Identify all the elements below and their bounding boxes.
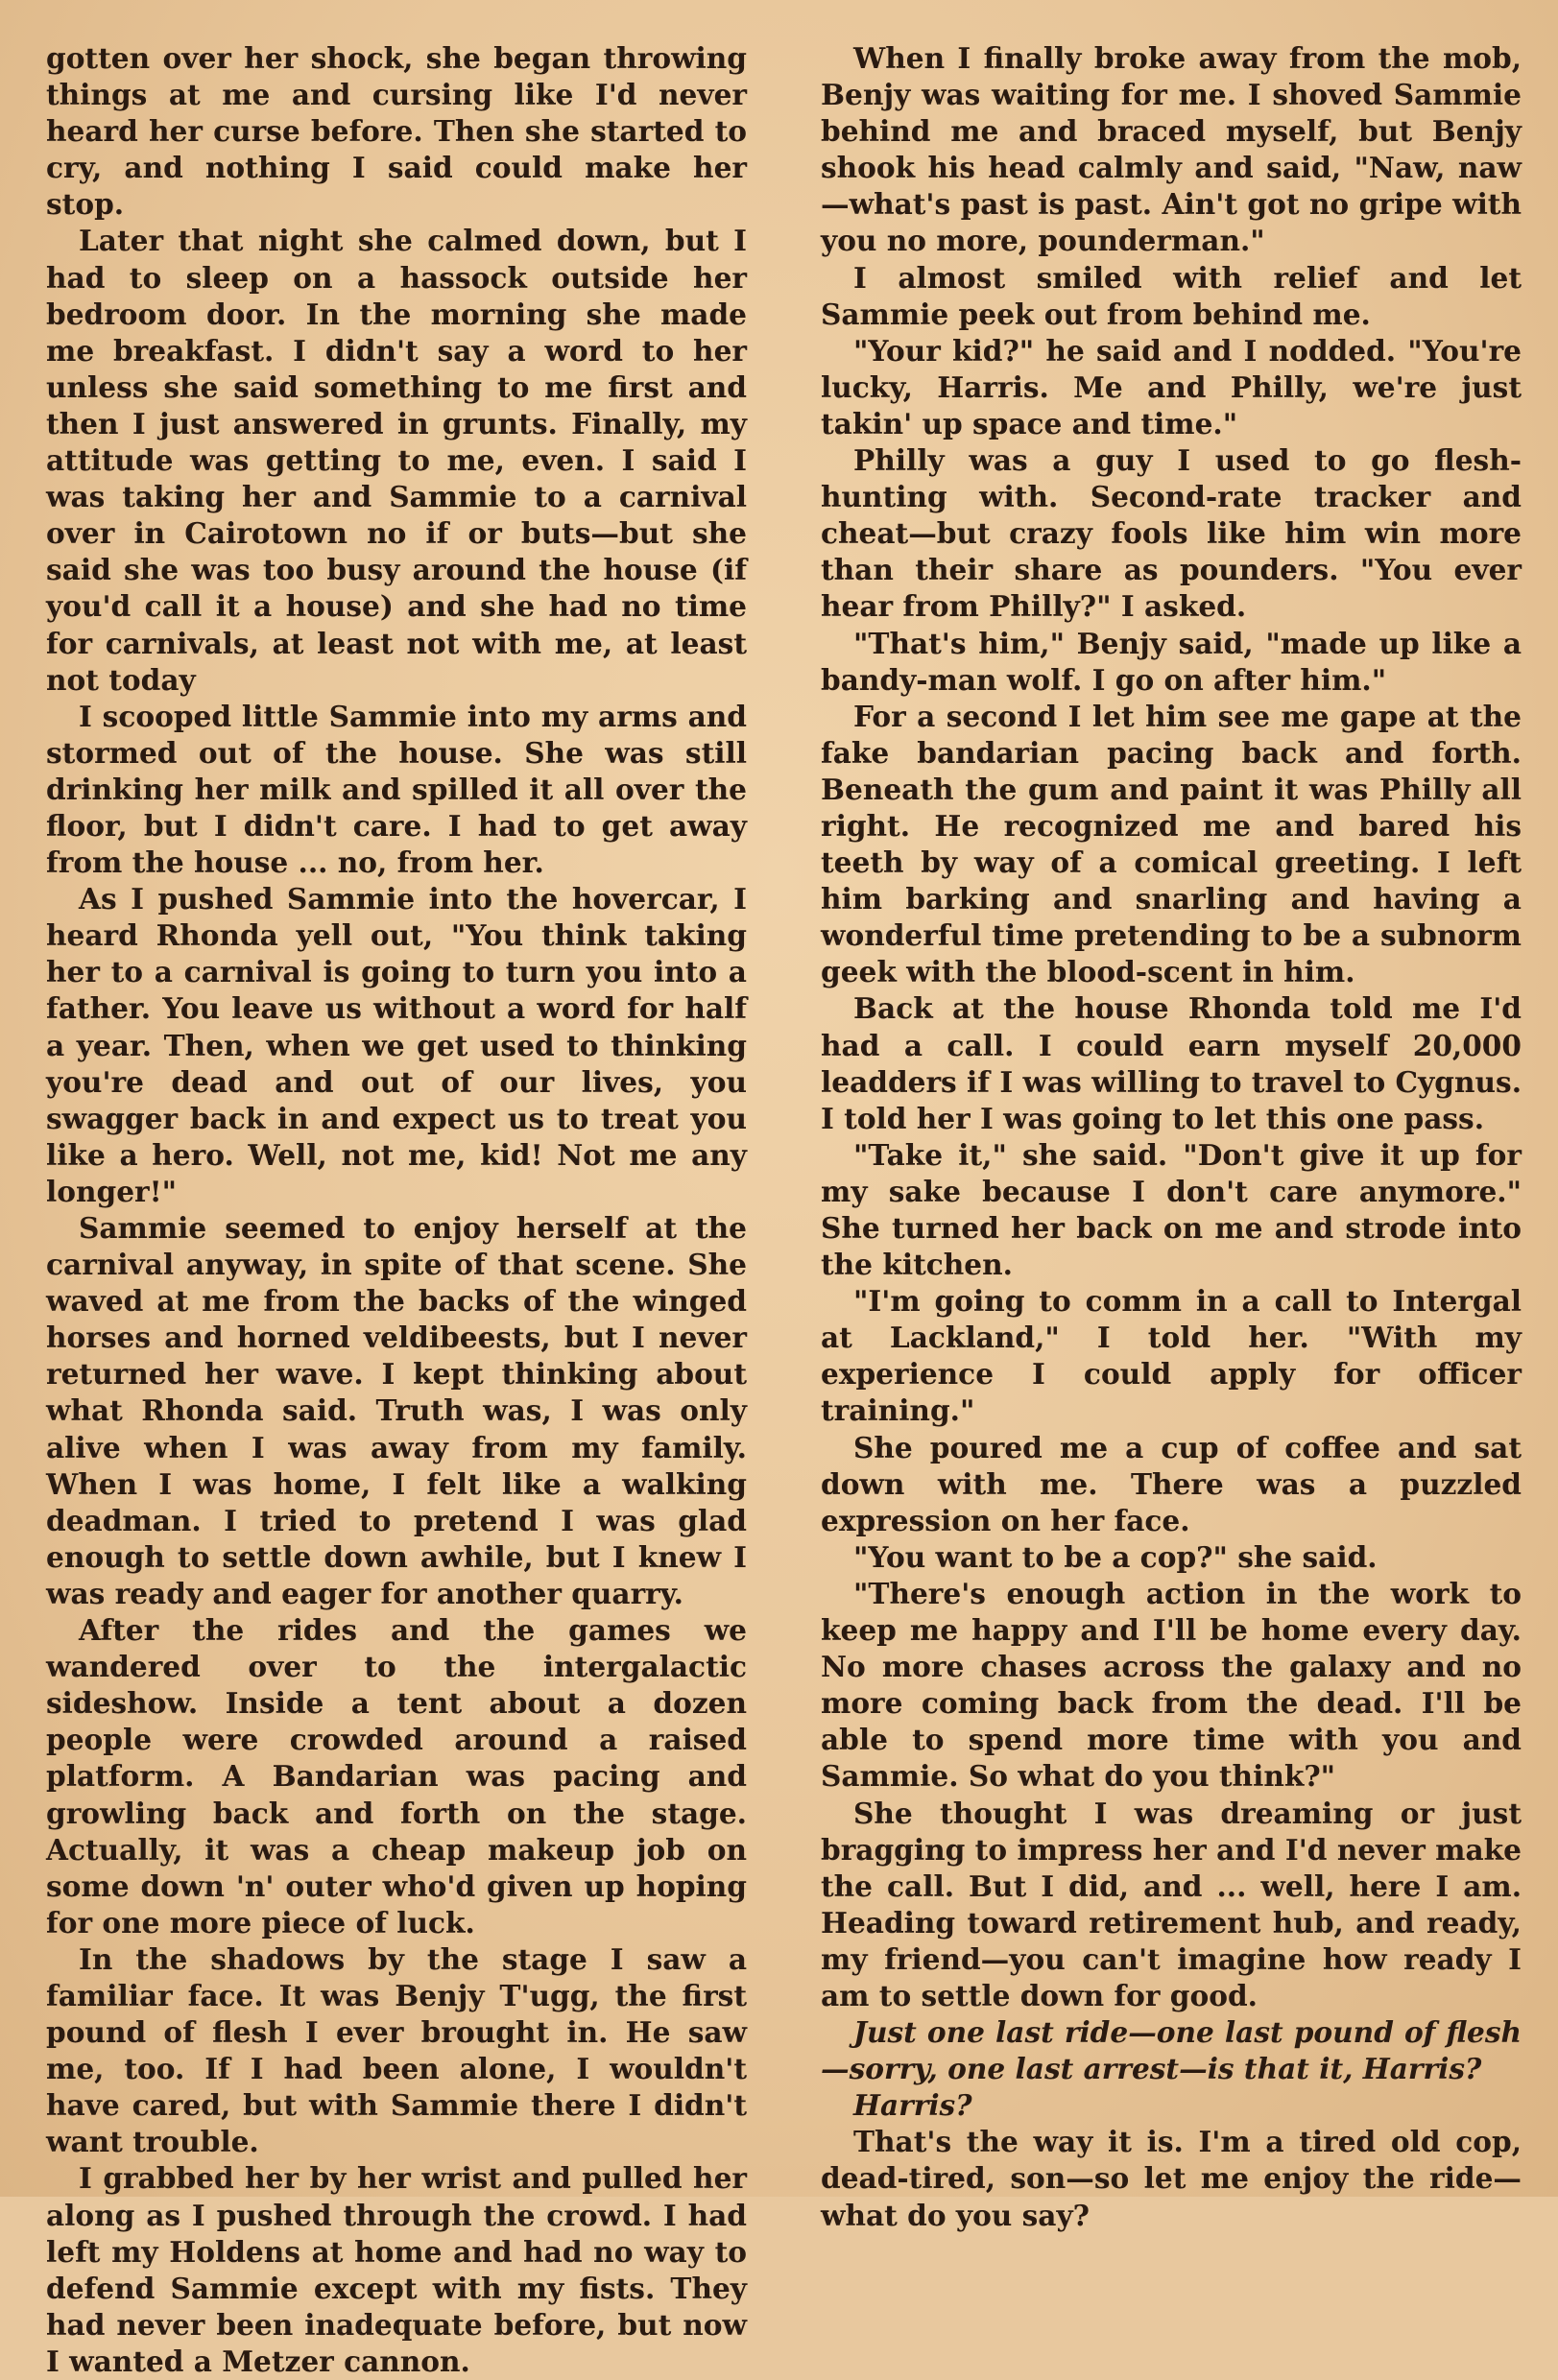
paragraph: I grabbed her by her wrist and pulled her along as I pushed through the crowd. I had left my Holdens at home and had no way to defend Sammie except with my fists. They had never been inadequate before, but now I wanted a Metzer cannon. [46,2161,747,2378]
paragraph: "Take it," she said. "Don't give it up for my sake because I don't care anymore." She turned her back on me and strode into the kitchen. [821,1137,1522,1282]
right-text-column [821,40,1522,2234]
paragraph: Back at the house Rhonda told me I'd had a call. I could earn myself 20,000 leadders if I was willing to travel to Cygnus. I told her I was going to let this one pass. [821,991,1522,1135]
paragraph: As I pushed Sammie into the hovercar, I heard Rhonda yell out, "You think taking her to a carnival is going to turn you into a father. You leave us without a word for half a year. Then, when we get used to thinking you're dead and out of our lives, you swagger back in and expect us to treat you like a hero. Well, not me, kid! Not me any longer!" [46,882,747,1208]
paragraph: She poured me a cup of coffee and sat down with me. There was a puzzled expression on her face. [821,1430,1522,1537]
paragraph: In the shadows by the stage I saw a familiar face. It was Benjy T'ugg, the first pound of flesh I ever brought in. He saw me, too. If I had been alone, I wouldn't have cared, but with Sammie there I didn't want trouble. [46,1941,747,2159]
paragraph: For a second I let him see me gape at the fake bandarian pacing back and forth. Beneath the gum and paint it was Philly all right. He recognized me and bared his teeth by way of a comical greeting. I left him barking and snarling and having a wonderful time pretending to be a subnorm geek with the blood-scent in him. [821,699,1522,989]
paragraph: I scooped little Sammie into my arms and stormed out of the house. She was still drinking her milk and spilled it all over the floor, but I didn't care. I had to get away from the house ... no, from her. [46,699,747,880]
paragraph: When I finally broke away from the mob, Benjy was waiting for me. I shoved Sammie behind me and braced myself, but Benjy shook his head calmly and said, "Naw, naw—what's past is past. Ain't got no gripe with you no more, pounderman." [821,41,1522,258]
paragraph: Philly was a guy I used to go flesh-hunting with. Second-rate tracker and cheat—but crazy fools like him win more than their share as pounders. "You ever hear from Philly?" I asked. [821,443,1522,624]
paragraph: "There's enough action in the work to keep me happy and I'll be home every day. No more chases across the galaxy and no more coming back from the dead. I'll be able to spend more time with you and Sammie. So what do you think?" [821,1576,1522,1794]
paragraph: gotten over her shock, she began throwing things at me and cursing like I'd never heard her curse before. Then she started to cry, and nothing I said could make her stop. [46,41,747,222]
paragraph: After the rides and the games we wandered over to the intergalactic sideshow. Inside a tent about a dozen people were crowded around a raised platform. A Bandarian was pacing and growling back and forth on the stage. Actually, it was a cheap makeup job on some down 'n' outer who'd given up hoping for one more piece of luck. [46,1613,747,1940]
paragraph: Sammie seemed to enjoy herself at the carnival anyway, in spite of that scene. She waved at me from the backs of the winged horses and horned veldibeests, but I never returned her wave. I kept thinking about what Rhonda said. Truth was, I was only alive when I was away from my family. When I was home, I felt like a walking deadman. I tried to pretend I was glad enough to settle down awhile, but I knew I was ready and eager for another quarry. [46,1211,747,1610]
paragraph: "You want to be a cop?" she said. [853,1539,1378,1574]
paragraph: She thought I was dreaming or just bragging to impress her and I'd never make the call. But I did, and ... well, here I am. Heading toward retirement hub, and ready, my friend—you can't imagine how ready I am to settle down for good. [821,1796,1522,2012]
paragraph: That's the way it is. I'm a tired old cop, dead-tired, son—so let me enjoy the ride—what do you say? [821,2125,1522,2232]
paragraph: "I'm going to comm in a call to Intergal at Lackland," I told her. "With my experience I could apply for officer training." [821,1284,1522,1428]
italic-paragraph: Just one last ride—one last pound of flesh—sorry, one last arrest—is that it, Harris? [821,2015,1522,2086]
italic-paragraph: Harris? [853,2088,972,2123]
paragraph: "That's him," Benjy said, "made up like a bandy-man wolf. I go on after him." [821,626,1522,697]
paragraph: "Your kid?" he said and I nodded. "You're lucky, Harris. Me and Philly, we're just takin' up space and time." [821,333,1522,440]
left-text-column [46,40,747,2380]
paragraph: I almost smiled with relief and let Sammie peek out from behind me. [821,260,1522,331]
paragraph: Later that night she calmed down, but I had to sleep on a hassock outside her bedroom door. In the morning she made me breakfast. I didn't say a word to her unless she said something to me first and then I just answered in grunts. Finally, my attitude was getting to me, even. I said I was taking her and Sammie to a carnival over in Cairotown no if or buts—but she said she was too busy around the house (if you'd call it a house) and she had no time for carnivals, at least not with me, at least not today [46,224,747,697]
